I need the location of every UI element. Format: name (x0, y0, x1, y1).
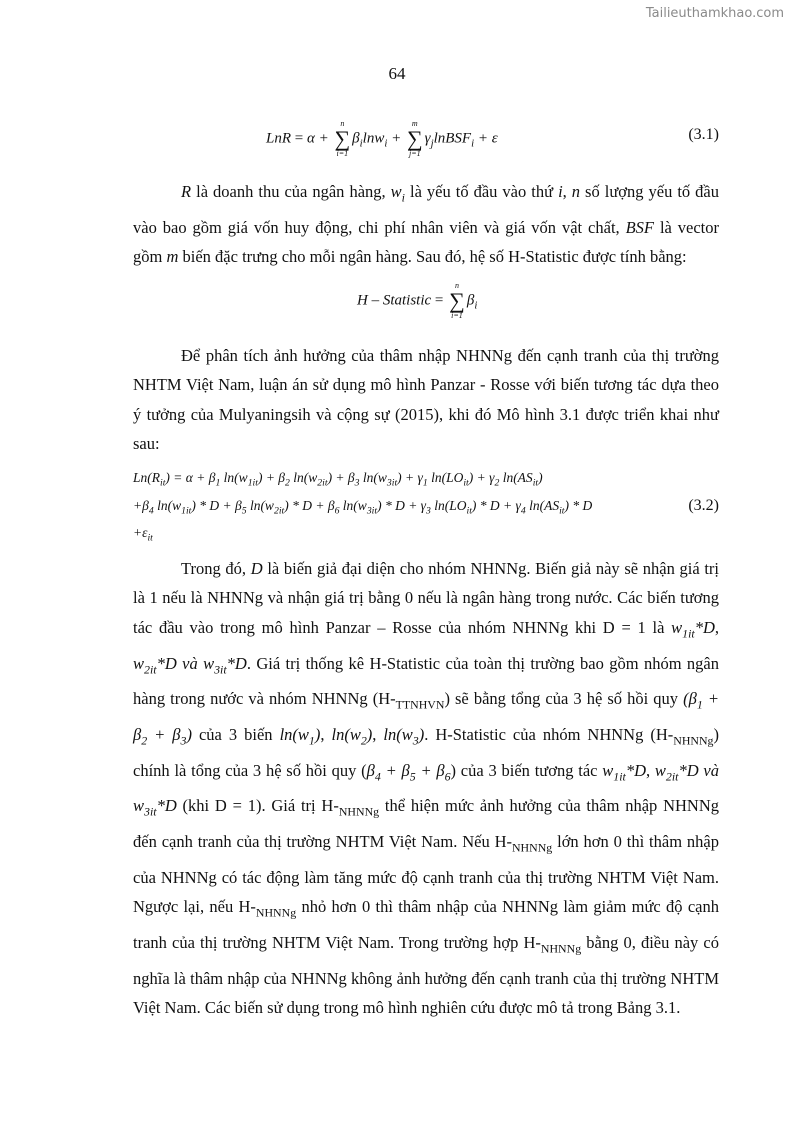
equation-h-statistic: H – Statistic = n ∑ i=1 $\beta_i$ (357, 281, 478, 320)
equation-3-1: LnR = α + n ∑ i=1 $\beta_i\ln w_i$ + m ∑ j=1 $\gamma_jlnBSF_i + \varepsilon$ (3.1) (266, 119, 719, 158)
page-number: 64 (388, 64, 406, 83)
equation-3-2: $Ln(R_{it}) = \alpha + \beta_1$ $\ln(w_{1it}) + \beta_2$ $\ln(w_{2it}) + \beta_3$ $\ln(w_{3it}) + \gamma_1$ $\ln(LO_{it}) + \gamma_2$ $\ln(AS_{it})$ $+\beta_4$ $\ln(w_{1it}) * D + \beta_5$ $\ln(w_{2it}) * D + \beta_6$ $\ln(w_{3it}) * D + \gamma_3$ $\ln(LO_{it}) * D + \gamma_4$ $\ln(AS_{it})$ * D $+\varepsilon_{it}$ (3.2) (133, 470, 719, 545)
paragraph-1: R là doanh thu của ngân hàng, $w_i$ là yếu tố đầu vào thứ i, n số lượng yếu tố đầu vào bao gồm giá vốn huy động, chi phí nhân viên và giá vốn vật chất, BSF là vector gồm m biến đặc trưng cho mỗi ngân hàng. Sau đó, hệ số H-Statistic được tính bằng: (133, 182, 720, 267)
watermark: Tailieuthamkhao.com (645, 6, 784, 21)
eq32-number: (3.2) (688, 497, 719, 514)
eq31-lhs: LnR (266, 130, 292, 147)
eq-h-lhs: H – Statistic (357, 292, 432, 309)
paragraph-2: Để phân tích ảnh hưởng của thâm nhập NHNNg đến cạnh tranh của thị trường NHTM Việt Nam, luận án sử dụng mô hình Panzar - Rosse với biến tương tác dựa theo ý tưởng của Mulyaningsih và cộng sự (2015), khi đó Mô hình 3.1 được triển khai như sau: (133, 346, 719, 454)
eq31-number: (3.1) (688, 126, 719, 143)
paragraph-3: Trong đó, D là biến giả đại diện cho nhóm NHNNg. Biến giả này sẽ nhận giá trị là 1 nếu là NHNNg và nhận giá trị bằng 0 nếu là ngân hàng trong nước. Các biến tương tác đầu vào trong mô hình Panzar – Rosse của nhóm NHNNg khi D = 1 là $w_{1it}*D$, $w_{2it}*D$ và $w_{3it}*D$. Giá trị thống kê H-Statistic của toàn thị trường bao gồm nhóm ngân hàng trong nước và nhóm NHNNg $(H-_{TTNHVN})$ sẽ bằng tổng của 3 hệ số hồi quy $(\beta_1 + \beta_2 + \beta_3)$ của 3 biến $\ln(w_1)$, $\ln(w_2)$, $\ln(w_3)$. H-Statistic của nhóm NHNNg $(H-_{NHNNg})$ chính là tổng của 3 hệ số hồi quy $(\beta_4 + \beta_5 + \beta_6)$ của 3 biến tương tác $w_{1it}*D$, $w_{2it}*D$ và $w_{3it}*D$ (khi D = 1). Giá trị $H-_{NHNNg}$ thể hiện mức ảnh hưởng của thâm nhập NHNNg đến cạnh tranh của thị trường NHTM Việt Nam. Nếu $H-_{NHNNg}$ lớn hơn 0 thì thâm nhập của NHNNg có tác động làm tăng mức độ cạnh tranh của thị trường NHTM Việt Nam. Ngược lại, nếu $H-_{NHNNg}$ nhỏ hơn 0 thì thâm nhập của NHNNg làm giảm mức độ cạnh tranh của thị trường NHTM Việt Nam. Trong trường hợp $H-_{NHNNg}$ bằng 0, điều này có nghĩa là thâm nhập của NHNNg không ảnh hưởng đến cạnh tranh của thị trường NHTM Việt Nam. Các biến sử dụng trong mô hình nghiên cứu được mô tả trong Bảng 3.1. (133, 559, 720, 1017)
